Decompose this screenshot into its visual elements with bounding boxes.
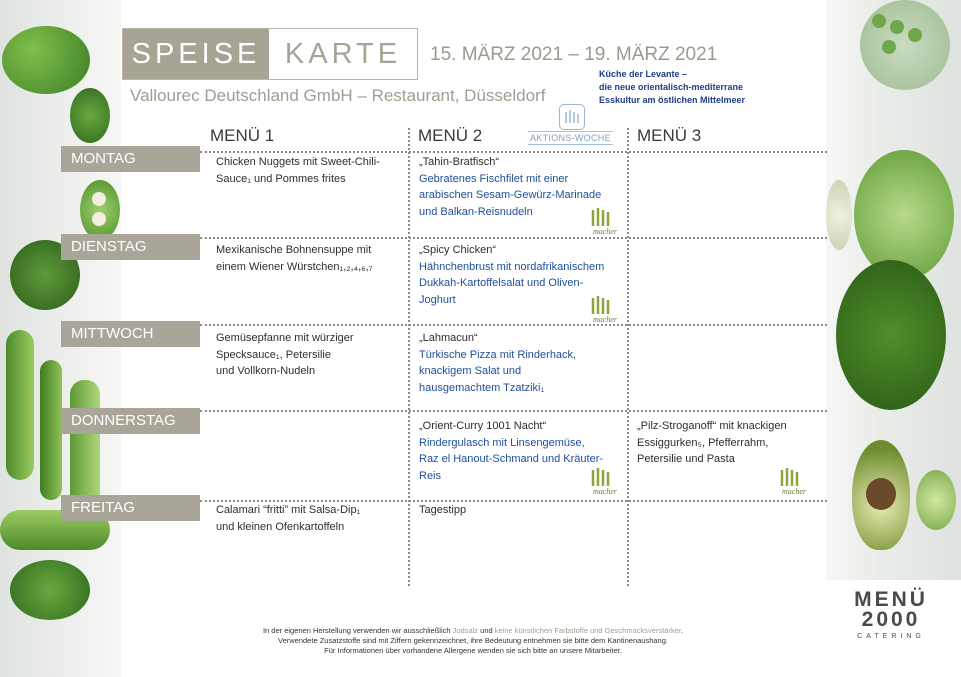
menu2000-logo: [832, 590, 950, 640]
dish-title: „Pilz-Stroganoff“ mit knackigen: [637, 420, 787, 432]
logo-line-2: 2000: [861, 608, 921, 631]
dish-line: Dukkah-Kartoffelsalat und Oliven-: [419, 277, 584, 289]
dish-line: Joghurt: [419, 293, 456, 306]
dish-line: Gebratenes Fischfilet mit einer: [419, 172, 569, 185]
restaurant-subtitle: Vallourec Deutschland GmbH – Restaurant, Düsseldorf: [130, 86, 546, 105]
aktionswoche-icon: [559, 104, 585, 130]
dish-line: und Vollkorn-Nudeln: [216, 365, 316, 377]
menu1-montag: [216, 154, 380, 187]
dish-title: „Orient-Curry 1001 Nacht“: [419, 420, 547, 432]
dish-line: und Balkan-Reisnudeln: [419, 205, 533, 218]
logo-line-3: CATERING: [857, 633, 925, 640]
dish-line: hausgemachtem Tzatziki₁: [419, 381, 545, 394]
footer-line-3: Für Informationen über vorhandene Allergene wenden sie sich bitte an unsere Mitarbeiter.: [324, 646, 622, 655]
dish-line: Chicken Nuggets mit Sweet-Chili-: [216, 156, 380, 168]
day-label-montag: MONTAG: [61, 146, 200, 172]
dish-line: Specksauce₁, Petersilie: [216, 348, 331, 361]
column-divider: [627, 128, 629, 586]
title-speise: SPEISE: [123, 29, 269, 79]
day-label-mittwoch: MITTWOCH: [61, 321, 200, 347]
dish-line: arabischen Sesam-Gewürz-Marinade: [419, 189, 602, 201]
svg-text:macher: macher: [782, 487, 806, 496]
macher-badge-icon: [772, 466, 812, 496]
menu2-freitag: [419, 502, 466, 519]
svg-text:macher: macher: [593, 227, 617, 236]
dish-line: Mexikanische Bohnensuppe mit: [216, 244, 372, 256]
dish-line: Türkische Pizza mit Rinderhack,: [419, 348, 577, 361]
column-header-menu-3: MENÜ 3: [637, 126, 702, 145]
macher-badge-icon: [583, 206, 623, 236]
theme-line: Küche der Levante –: [599, 69, 688, 79]
dish-line: Rindergulasch mit Linsengemüse,: [419, 436, 585, 449]
column-header-menu-2: MENÜ 2: [418, 126, 483, 145]
logo-line-1: MENÜ: [854, 588, 928, 611]
dish-title: „Lahmacun“: [419, 332, 478, 344]
dish-line: und kleinen Ofenkartoffeln: [216, 520, 345, 533]
row-divider: [200, 410, 827, 412]
footer-line-2: Verwendete Zusatzstoffe sind mit Ziffern gekennzeichnet, ihre Bedeutung entnehmen sie bitte dem Kantinenaushang.: [278, 636, 668, 645]
dish-line: knackigem Salat und: [419, 365, 522, 377]
day-label-donnerstag: DONNERSTAG: [61, 408, 200, 434]
aktionswoche-label: AKTIONS-WOCHE: [530, 133, 611, 143]
theme-line: Esskultur am östlichen Mittelmeer: [599, 95, 746, 105]
title-box: [122, 28, 418, 80]
dish-line: Calamari “fritti” mit Salsa-Dip₁: [216, 504, 361, 516]
menu1-dienstag: [216, 242, 372, 275]
vegetable-photo-right: [826, 0, 961, 677]
row-divider: [200, 237, 827, 239]
date-range: 15. MÄRZ 2021 – 19. MÄRZ 2021: [430, 44, 718, 65]
column-divider: [408, 128, 410, 586]
menu1-freitag: [216, 502, 360, 535]
dish-line: Hähnchenbrust mit nordafrikanischem: [419, 260, 605, 273]
footer-notes: [120, 626, 826, 656]
column-header-menu-1: MENÜ 1: [210, 126, 275, 145]
menu1-mittwoch: [216, 330, 354, 380]
macher-badge-icon: [583, 294, 623, 324]
footer-line-1: In der eigenen Herstellung verwenden wir ausschließlich Jodsalz und keine künstlichen Farbstoffe und Geschmacksverstärker.: [262, 626, 684, 635]
dish-title: Tagestipp: [419, 504, 467, 516]
dish-line: Sauce₁ und Pommes frites: [216, 172, 346, 185]
day-label-dienstag: DIENSTAG: [61, 234, 200, 260]
title-karte: KARTE: [284, 38, 402, 70]
theme-line: die neue orientalisch-mediterrane: [599, 82, 744, 92]
menu3-donnerstag: [637, 418, 787, 468]
menu2-mittwoch: [419, 330, 576, 396]
dish-line: Essiggurken₅, Pfefferrahm,: [637, 436, 769, 449]
dish-line: Reis: [419, 469, 442, 482]
dish-title: „Tahin-Bratfisch“: [419, 156, 500, 168]
theme-text: [599, 68, 745, 107]
svg-text:macher: macher: [593, 315, 617, 324]
dish-line: Raz el Hanout-Schmand und Kräuter-: [419, 453, 604, 465]
dish-title: „Spicy Chicken“: [419, 244, 497, 256]
dish-line: einem Wiener Würstchen₁,₂,₄,₆,₇: [216, 260, 373, 273]
row-divider: [200, 324, 827, 326]
row-divider: [200, 151, 827, 153]
menu2-donnerstag: [419, 418, 603, 484]
dish-line: Petersilie und Pasta: [637, 453, 735, 465]
macher-badge-icon: [583, 466, 623, 496]
menu2-montag: [419, 154, 601, 220]
menu2-dienstag: [419, 242, 604, 308]
dish-line: Gemüsepfanne mit würziger: [216, 332, 354, 344]
svg-text:macher: macher: [593, 487, 617, 496]
day-label-freitag: FREITAG: [61, 495, 200, 521]
